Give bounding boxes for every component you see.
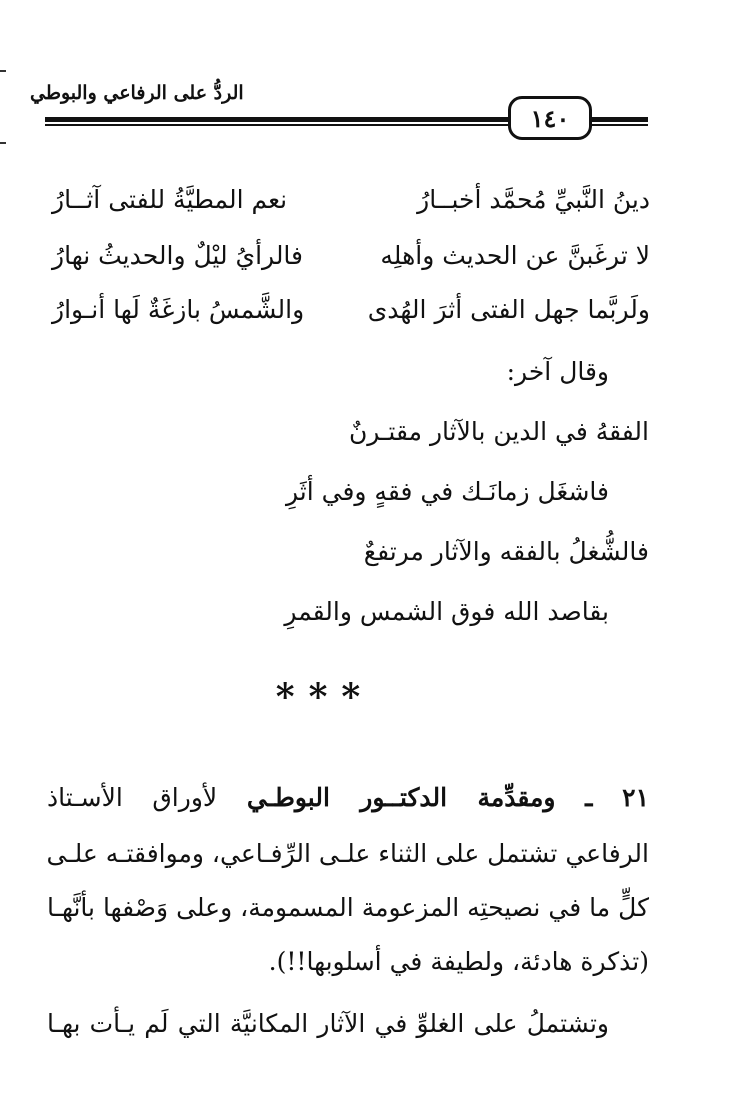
paragraph-line: كلٍّ ما في نصيحتِه المزعومة المسمومة، وعلى وَصْفها بأنَّهـا <box>47 893 649 922</box>
verse-first-hemistich: ولَربَّما جهل الفتى أثرَ الهُدى <box>367 295 650 324</box>
poem-intro: وقال آخر: <box>506 357 609 386</box>
verse-row <box>40 180 650 220</box>
page-edge-mark <box>0 142 6 144</box>
paragraph-line: وتشتملُ على الغلوِّ في الآثار المكانيَّة التي لَم يـأت بهـا <box>47 1009 609 1038</box>
page-number: ١٤٠ <box>508 96 592 140</box>
verse-second-hemistich: فالرأيُ ليْلٌ والحديثُ نهارُ <box>52 241 304 270</box>
section-heading-line <box>47 778 649 818</box>
verse-row <box>40 236 650 276</box>
poem-line: فاشغَل زمانَـك في فقهٍ وفي أثَرِ <box>285 477 609 506</box>
verse-first-hemistich: دينُ النَّبيِّ مُحمَّد أخبــارُ <box>417 185 650 214</box>
section-number: ٢١ <box>622 783 650 812</box>
verse-second-hemistich: والشَّمسُ بازغَةٌ لَها أنـوارُ <box>52 295 305 324</box>
verse-second-hemistich: نعم المطيَّةُ للفتى آثــارُ <box>52 185 288 214</box>
paragraph-line: (تذكرة هادئة، ولطيفة في أسلوبها!!). <box>268 947 649 976</box>
paragraph-line: الرفاعي تشتمل على الثناء علـى الرِّفـاعي، وموافقتـه علـى <box>46 839 649 868</box>
poem-line: بقاصد الله فوق الشمس والقمرِ <box>284 597 609 626</box>
poem-line: الفقهُ في الدين بالآثار مقتـرنٌ <box>348 417 649 446</box>
section-heading: ومقدِّمة الدكتــور البوطـي <box>246 783 556 812</box>
section-heading-continuation: لأوراق الأسـتاذ <box>47 783 218 812</box>
poem-line: فالشُّغلُ بالفقه والآثار مرتفعٌ <box>363 537 649 566</box>
section-separator: *** <box>275 676 375 718</box>
verse-first-hemistich: لا ترغَبنَّ عن الحديث وأهلِه <box>380 241 650 270</box>
section-dash: ـ <box>585 783 593 812</box>
running-title: الردُّ على الرفاعي والبوطي <box>30 82 244 104</box>
verse-row <box>40 290 650 330</box>
page-edge-mark <box>0 70 6 72</box>
